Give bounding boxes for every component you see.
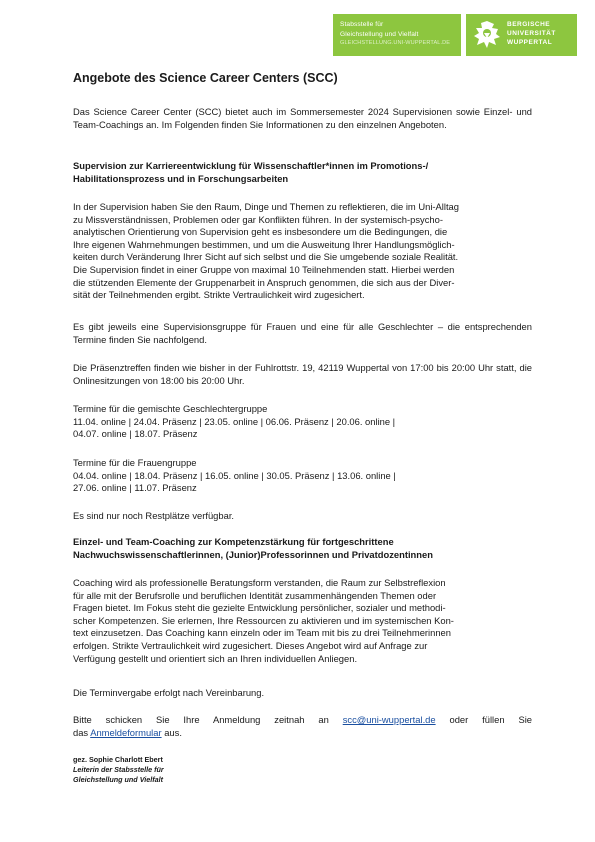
supervision-heading — [73, 160, 532, 185]
coaching-heading — [73, 536, 532, 561]
heading-line: Habilitationsprozess und in Forschungsarbeiten — [73, 172, 289, 184]
mixed-group-dates — [73, 403, 532, 441]
dates-label: Termine für die Frauengruppe — [73, 457, 197, 468]
university-logo-box — [466, 14, 577, 56]
availability-note: Es sind nur noch Restplätze verfügbar. — [73, 510, 235, 521]
text-line: erfolgen. Strikte Vertraulichkeit wird zugesichert. Dieses Angebot wird auf Anfrage zur — [73, 639, 428, 651]
intro-paragraph: Das Science Career Center (SCC) bietet auch im Sommersemester 2024 Supervisionen sowie Einzel- und Team-Coachings an. Im Folgenden finden Sie Informationen zu den einzelnen Angeboten. — [73, 106, 532, 130]
registration-text: oder füllen Sie — [435, 714, 532, 725]
office-line: Stabsstelle für — [340, 21, 384, 28]
university-line: UNIVERSITÄT — [507, 29, 556, 37]
heading-line: Einzel- und Team-Coaching zur Kompetenzstärkung für fortgeschrittene — [73, 536, 394, 547]
heading-line: Supervision zur Karriereentwicklung für Wissenschaftler*innen im Promotions-/ — [73, 160, 429, 171]
coaching-description — [73, 577, 532, 665]
text-line: die stützenden Elemente der Gruppenarbeit in Anspruch genommen, die sich aus der Diver- — [73, 276, 455, 288]
text-line: keiten durch Veränderung Ihrer Sicht auf sich selbst und die Sie umgebende soziale Realität. — [73, 251, 459, 263]
registration-text: das — [73, 726, 91, 738]
text-line: text einzusetzen. Das Coaching kann einzeln oder im Team mit bis zu drei Teilnehmerinnen — [73, 627, 451, 639]
university-line: WUPPERTAL — [507, 38, 553, 46]
registration-paragraph — [73, 714, 532, 739]
university-line: BERGISCHE — [507, 21, 551, 28]
dates-line: 04.04. online | 18.04. Präsenz | 16.05. online | 30.05. Präsenz | 13.06. online | — [73, 469, 396, 481]
registration-text: aus. — [161, 726, 182, 738]
dates-line: 27.06. online | 11.07. Präsenz — [73, 482, 197, 494]
office-line: Gleichstellung und Vielfalt — [340, 30, 419, 38]
text-line: scher Kompetenzen. Sie erlernen, Ihre Ressourcen zu aktivieren und im systemischen Kon- — [73, 614, 454, 626]
registration-form-link[interactable]: Anmeldeformular — [90, 726, 162, 738]
registration-text: Bitte schicken Sie Ihre Anmeldung zeitnah an — [73, 714, 343, 725]
heading-line: Nachwuchswissenschaftlerinnen, (Junior)Professorinnen und Privatdozentinnen — [73, 548, 433, 560]
text-line: Coaching wird als professionelle Beratungsform verstanden, die Raum zur Selbstreflexion — [73, 577, 446, 588]
supervision-description — [73, 201, 532, 302]
page-title: Angebote des Science Career Centers (SCC) — [73, 71, 338, 85]
text-line: für alle mit der Berufsrolle und beruflichen Identität zusammenhängenden Themen oder — [73, 589, 437, 601]
dates-line: 04.07. online | 18.07. Präsenz — [73, 428, 198, 440]
text-line: In der Supervision haben Sie den Raum, Dinge und Themen zu reflektieren, die im Uni-Alltag — [73, 201, 459, 212]
email-link[interactable]: scc@uni-wuppertal.de — [342, 714, 436, 725]
text-line: Fragen bietet. Im Fokus steht die gezielte Entwicklung persönlicher, sozialer und methodi- — [73, 602, 446, 614]
text-line: Verfügung gestellt und orientiert sich an Ihren individuellen Anliegen. — [73, 652, 358, 664]
location-paragraph: Die Präsenztreffen finden wie bisher in der Fuhlrottstr. 19, 42119 Wuppertal von 17:00 bis 20:00 Uhr statt, die Onlinesitzungen von 18:00 bis 20:00 Uhr. — [73, 362, 532, 386]
signature — [73, 755, 532, 785]
women-group-dates — [73, 457, 532, 495]
office-website: GLEICHSTELLUNG.UNI-WUPPERTAL.DE — [340, 40, 451, 47]
text-line: Die Supervision findet in einer Gruppe von maximal 10 Teilnehmenden statt. Hierbei werden — [73, 263, 455, 275]
text-line: analytischen Orientierung von Supervision geht es insbesondere um die Bedingungen, die — [73, 226, 448, 238]
dates-line: 11.04. online | 24.04. Präsenz | 23.05. online | 06.06. Präsenz | 20.06. online | — [73, 415, 396, 427]
lion-icon — [472, 19, 502, 50]
signature-role: Leiterin der Stabsstelle für — [73, 765, 164, 774]
dates-label: Termine für die gemischte Geschlechtergruppe — [73, 403, 268, 414]
text-line: Ihre eigenen Wahrnehmungen bestimmen, und um die Ausweitung Ihrer Handlungsmöglich- — [73, 238, 455, 250]
text-line: sität der Teilnehmenden ergibt. Strikte Vertraulichkeit wird zugesichert. — [73, 289, 365, 301]
signature-role: Gleichstellung und Vielfalt — [73, 775, 163, 784]
groups-paragraph: Es gibt jeweils eine Supervisionsgruppe für Frauen und eine für alle Geschlechter – die entsprechenden Termine finden Sie nachfolgend. — [73, 321, 532, 345]
scheduling-note: Die Terminvergabe erfolgt nach Vereinbarung. — [73, 687, 265, 698]
signature-name: gez. Sophie Charlott Ebert — [73, 755, 163, 764]
office-header-box — [333, 14, 461, 56]
text-line: zu Missverständnissen, Problemen oder gar Konflikten führen. In der systemisch-psycho- — [73, 213, 443, 225]
registration-line — [73, 727, 532, 740]
registration-line — [73, 714, 532, 727]
